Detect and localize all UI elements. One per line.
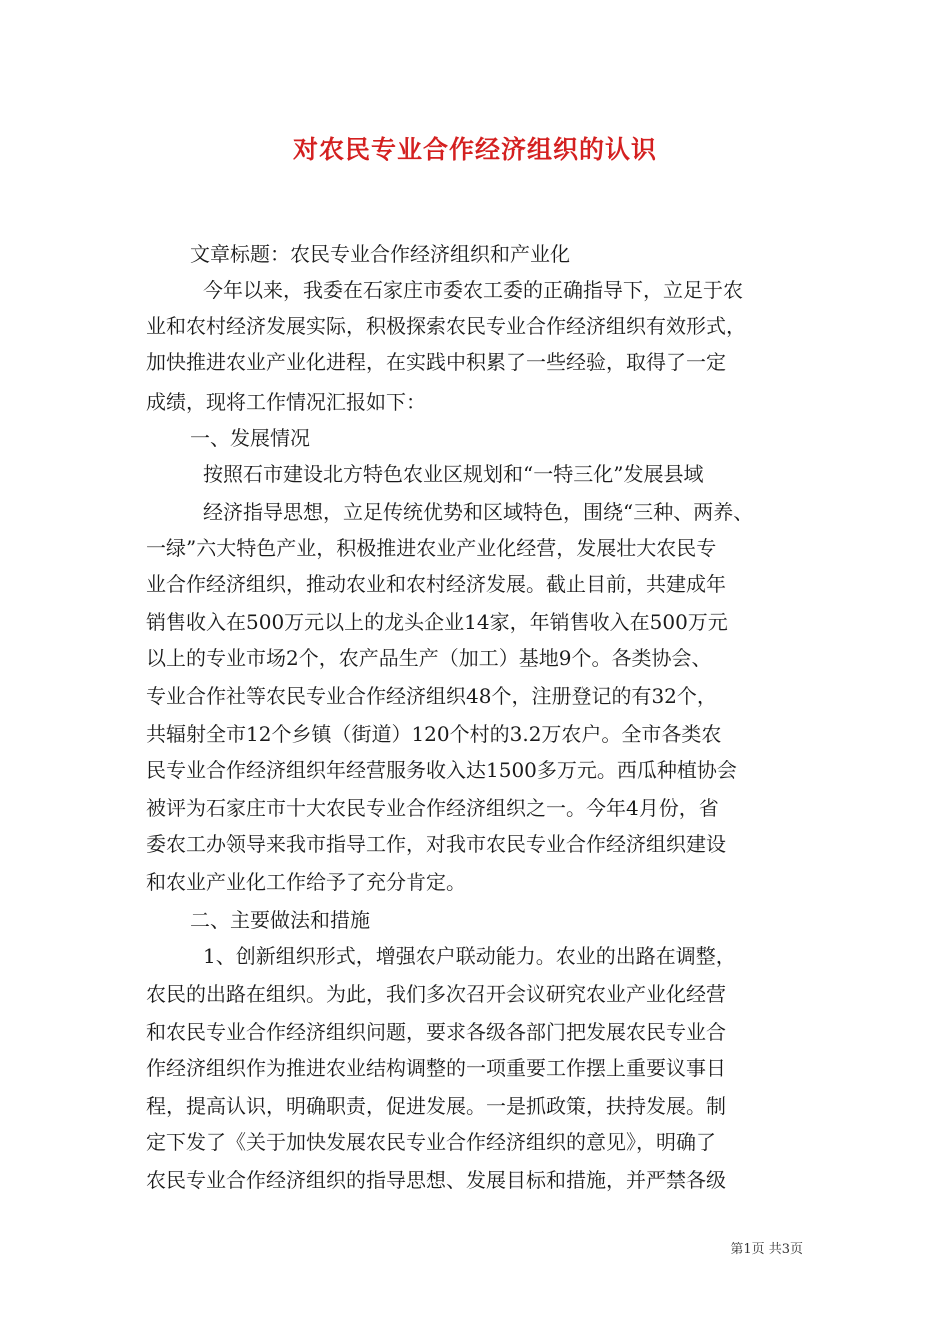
article-subject-line: 文章标题：农民专业合作经济组织和产业化 <box>190 242 570 266</box>
body-line: 一绿”六大特色产业，积极推进农业产业化经营，发展壮大农民专 <box>146 536 717 560</box>
body-line: 业和农村经济发展实际，积极探索农民专业合作经济组织有效形式， <box>146 314 746 338</box>
body-line: 以上的专业市场2个，农产品生产（加工）基地9个。各类协会、 <box>146 646 712 670</box>
body-line: 销售收入在500万元以上的龙头企业14家，年销售收入在500万元 <box>146 610 728 634</box>
body-line: 今年以来，我委在石家庄市委农工委的正确指导下，立足于农 <box>203 278 743 302</box>
body-line: 和农业产业化工作给予了充分肯定。 <box>146 870 466 894</box>
body-line: 加快推进农业产业化进程，在实践中积累了一些经验，取得了一定 <box>146 350 726 374</box>
page-number-footer: 第1页 共3页 <box>730 1242 803 1257</box>
body-line: 共辐射全市12个乡镇（街道）120个村的3.2万农户。全市各类农 <box>146 722 722 746</box>
body-line: 被评为石家庄市十大农民专业合作经济组织之一。今年4月份，省 <box>146 796 719 820</box>
body-line: 成绩，现将工作情况汇报如下： <box>146 390 426 414</box>
body-line: 业合作经济组织，推动农业和农村经济发展。截止目前，共建成年 <box>146 572 726 596</box>
body-line: 民专业合作经济组织年经营服务收入达1500多万元。西瓜种植协会 <box>146 758 737 782</box>
section-heading: 一、发展情况 <box>190 426 310 450</box>
page-title: 对农民专业合作经济组织的认识 <box>292 135 657 164</box>
body-line: 农民的出路在组织。为此，我们多次召开会议研究农业产业化经营 <box>146 982 726 1006</box>
body-line: 定下发了《关于加快发展农民专业合作经济组织的意见》，明确了 <box>146 1130 716 1154</box>
section-heading: 二、主要做法和措施 <box>190 908 370 932</box>
body-line: 委农工办领导来我市指导工作，对我市农民专业合作经济组织建设 <box>146 832 726 856</box>
body-line: 按照石市建设北方特色农业区规划和“一特三化”发展县域 <box>203 462 704 486</box>
body-line: 程，提高认识，明确职责，促进发展。一是抓政策，扶持发展。制 <box>146 1094 726 1118</box>
body-line: 专业合作社等农民专业合作经济组织48个，注册登记的有32个， <box>146 684 717 708</box>
body-line: 和农民专业合作经济组织问题，要求各级各部门把发展农民专业合 <box>146 1020 726 1044</box>
body-line: 经济指导思想，立足传统优势和区域特色，围绕“三种、两养、 <box>203 500 754 524</box>
body-line: 1、创新组织形式，增强农户联动能力。农业的出路在调整， <box>203 944 736 968</box>
body-line: 作经济组织作为推进农业结构调整的一项重要工作摆上重要议事日 <box>146 1056 726 1080</box>
body-line: 农民专业合作经济组织的指导思想、发展目标和措施，并严禁各级 <box>146 1168 726 1192</box>
